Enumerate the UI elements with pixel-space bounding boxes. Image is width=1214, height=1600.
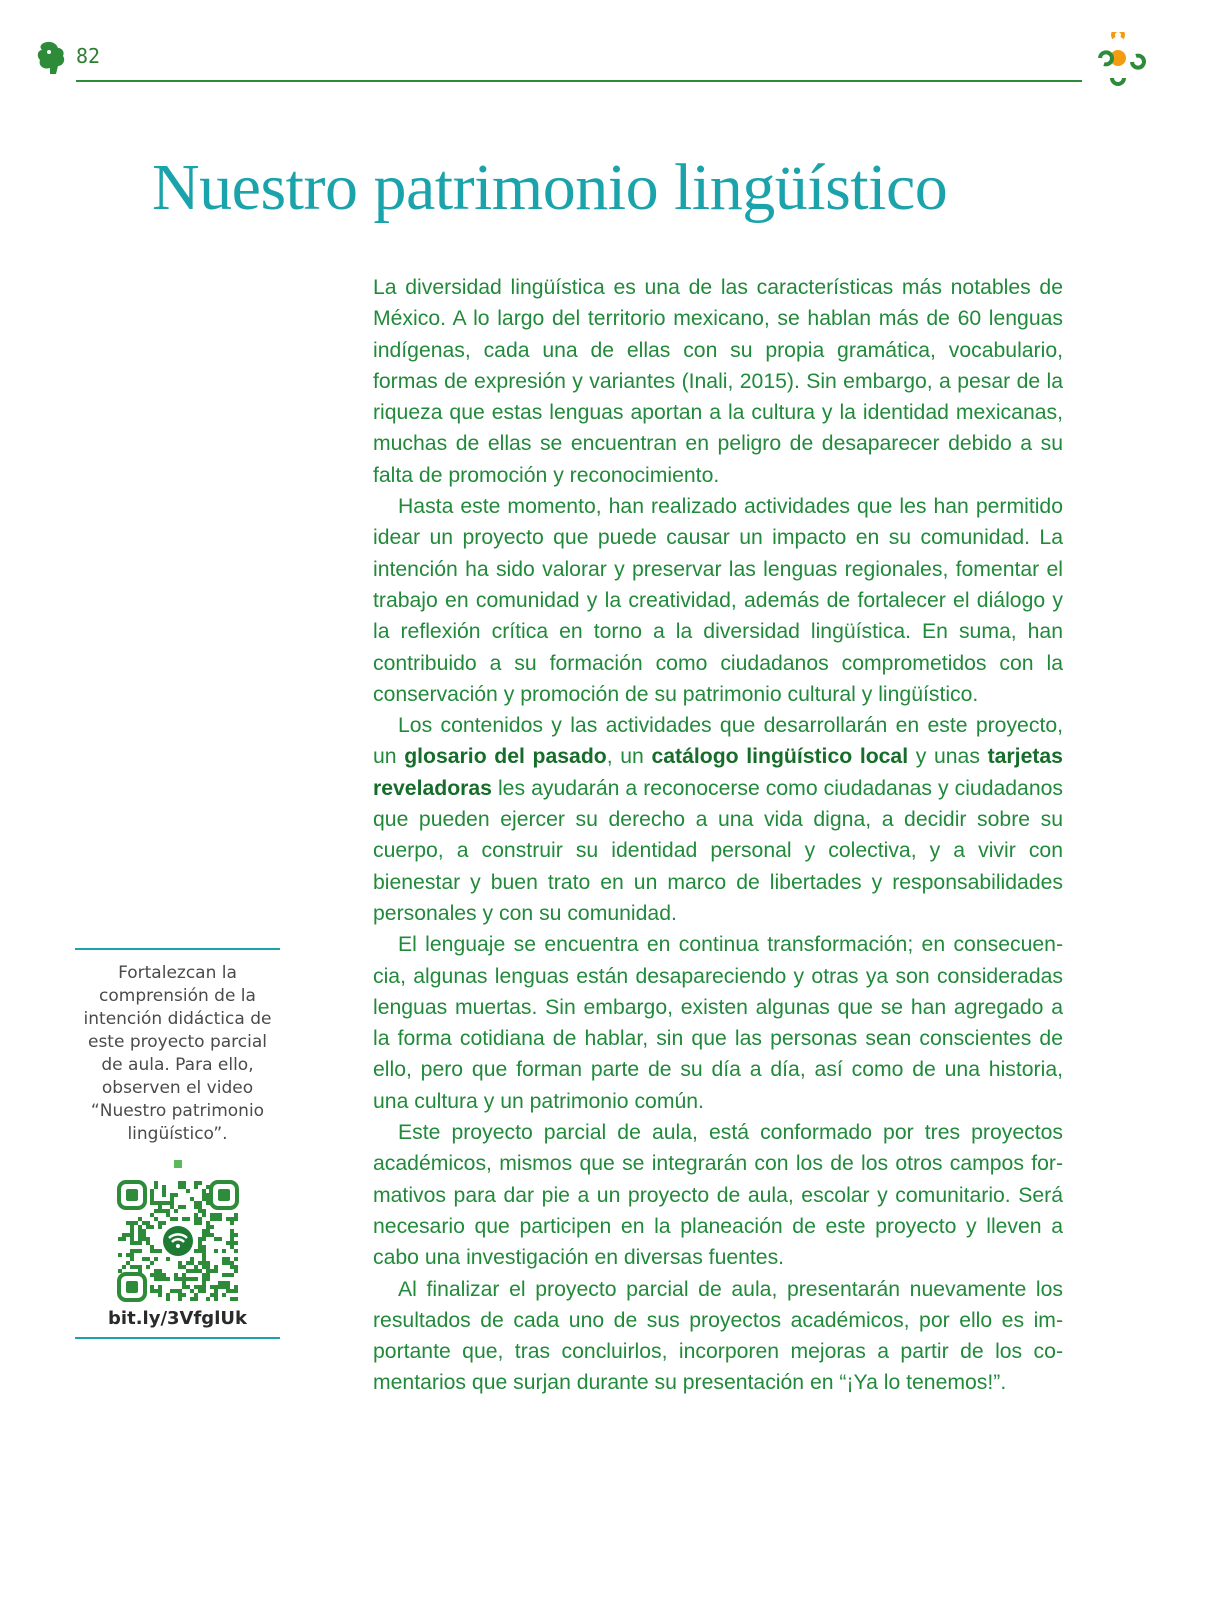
paragraph-2: Hasta este momento, han realizado actividades que les han permitido idear un proyecto que puede causar un impacto en su comunidad. La intención ha sido valorar y preservar las lenguas regionales, fomentar el trabajo en comunidad y la creatividad, además de fortalecer el diálogo y la reflexión crítica en torno a la diversidad lingüística. En suma, han contribuido a su formación como ciudadanos comprometidos con la conservación y promoción de su patrimonio cultural y lingüístico. xyxy=(373,495,1063,706)
sidebar-video-note xyxy=(75,948,280,1339)
qr-code-icon[interactable] xyxy=(117,1180,239,1302)
paragraph-3-text: les ayudarán a reconocerse como ciudadanas y ciudadanos que pueden ejercer su derecho a una vida digna, a decidir sobre su cuerpo, a construir su identidad personal y colectiva, y a vivir con bienestar y buen trato en un marco de libertades y responsabilidades personales y con su comunidad. xyxy=(373,776,1063,925)
paragraph-3-text: y unas xyxy=(908,745,988,769)
term-catalogo: catálogo lingüístico local xyxy=(651,745,909,769)
term-tarjetas: tarjetas reveladoras xyxy=(373,745,1063,800)
paragraph-3-text: Los contenidos y las actividades que desarrollarán en este proyecto, un xyxy=(373,714,1063,769)
green-figure-icon xyxy=(36,40,66,76)
sidebar-note-text: Fortalezcan la comprensión de la intención didáctica de este proyecto parcial de aula. Para ello, observen el video “Nuestro patrimonio lingüístico”. xyxy=(83,963,272,1144)
paragraph-5: Este proyecto parcial de aula, está conformado por tres proyectos académicos, mismos que se integrarán con los de los otros campos formativos para dar pie a un proyecto de aula, escolar y comunitario. Será necesario que participen en la planeación de este proyecto y lleven a cabo una investigación en diversas fuentes. xyxy=(373,1121,1063,1270)
page-title: Nuestro patrimonio lingüístico xyxy=(152,151,948,224)
paragraph-3 xyxy=(373,710,1063,929)
paragraph-4: El lenguaje se encuentra en continua transformación; en consecuencia, algunas lenguas están desapareciendo y otras ya son consideradas lenguas muertas. Sin embargo, existen algunas que se han agregado a la forma cotidiana de hablar, sin que las personas sean conscientes de ello, pero que forman parte de su día a día, así como de una historia, una cultura y un patrimonio común. xyxy=(373,933,1063,1113)
paragraph-1: La diversidad lingüística es una de las características más notables de México. A lo largo del territorio mexicano, se hablan más de 60 lenguas indígenas, cada una de ellas con su propia gramática, vocabulario, formas de expresión y variantes (Inali, 2015). Sin embargo, a pesar de la riqueza que estas lenguas aportan a la cultura y la identidad mexicanas, muchas de ellas se encuentran en peligro de desaparecer debido a su falta de promoción y reconocimiento. xyxy=(373,276,1063,487)
video-short-link[interactable]: bit.ly/3VfglUk xyxy=(108,1308,247,1329)
main-body xyxy=(373,272,1063,1399)
page-number: 82 xyxy=(76,44,101,68)
paragraph-3-text: , un xyxy=(606,745,652,769)
paragraph-6: Al finalizar el proyecto parcial de aula, presentarán nuevamente los resultados de cada uno de sus proyectos académicos, por ello es importante que, tras concluirlos, incorporen mejoras a partir de los comentarios que surjan durante su presentación en “¡Ya lo tenemos!”. xyxy=(373,1277,1063,1395)
sidebar-top-divider xyxy=(75,948,280,950)
term-glosario: glosario del pasado xyxy=(404,745,607,769)
sidebar-bottom-divider xyxy=(75,1337,280,1339)
header-divider xyxy=(76,80,1082,82)
colored-dots-logo-icon xyxy=(1090,32,1146,86)
green-square-marker xyxy=(174,1160,182,1168)
